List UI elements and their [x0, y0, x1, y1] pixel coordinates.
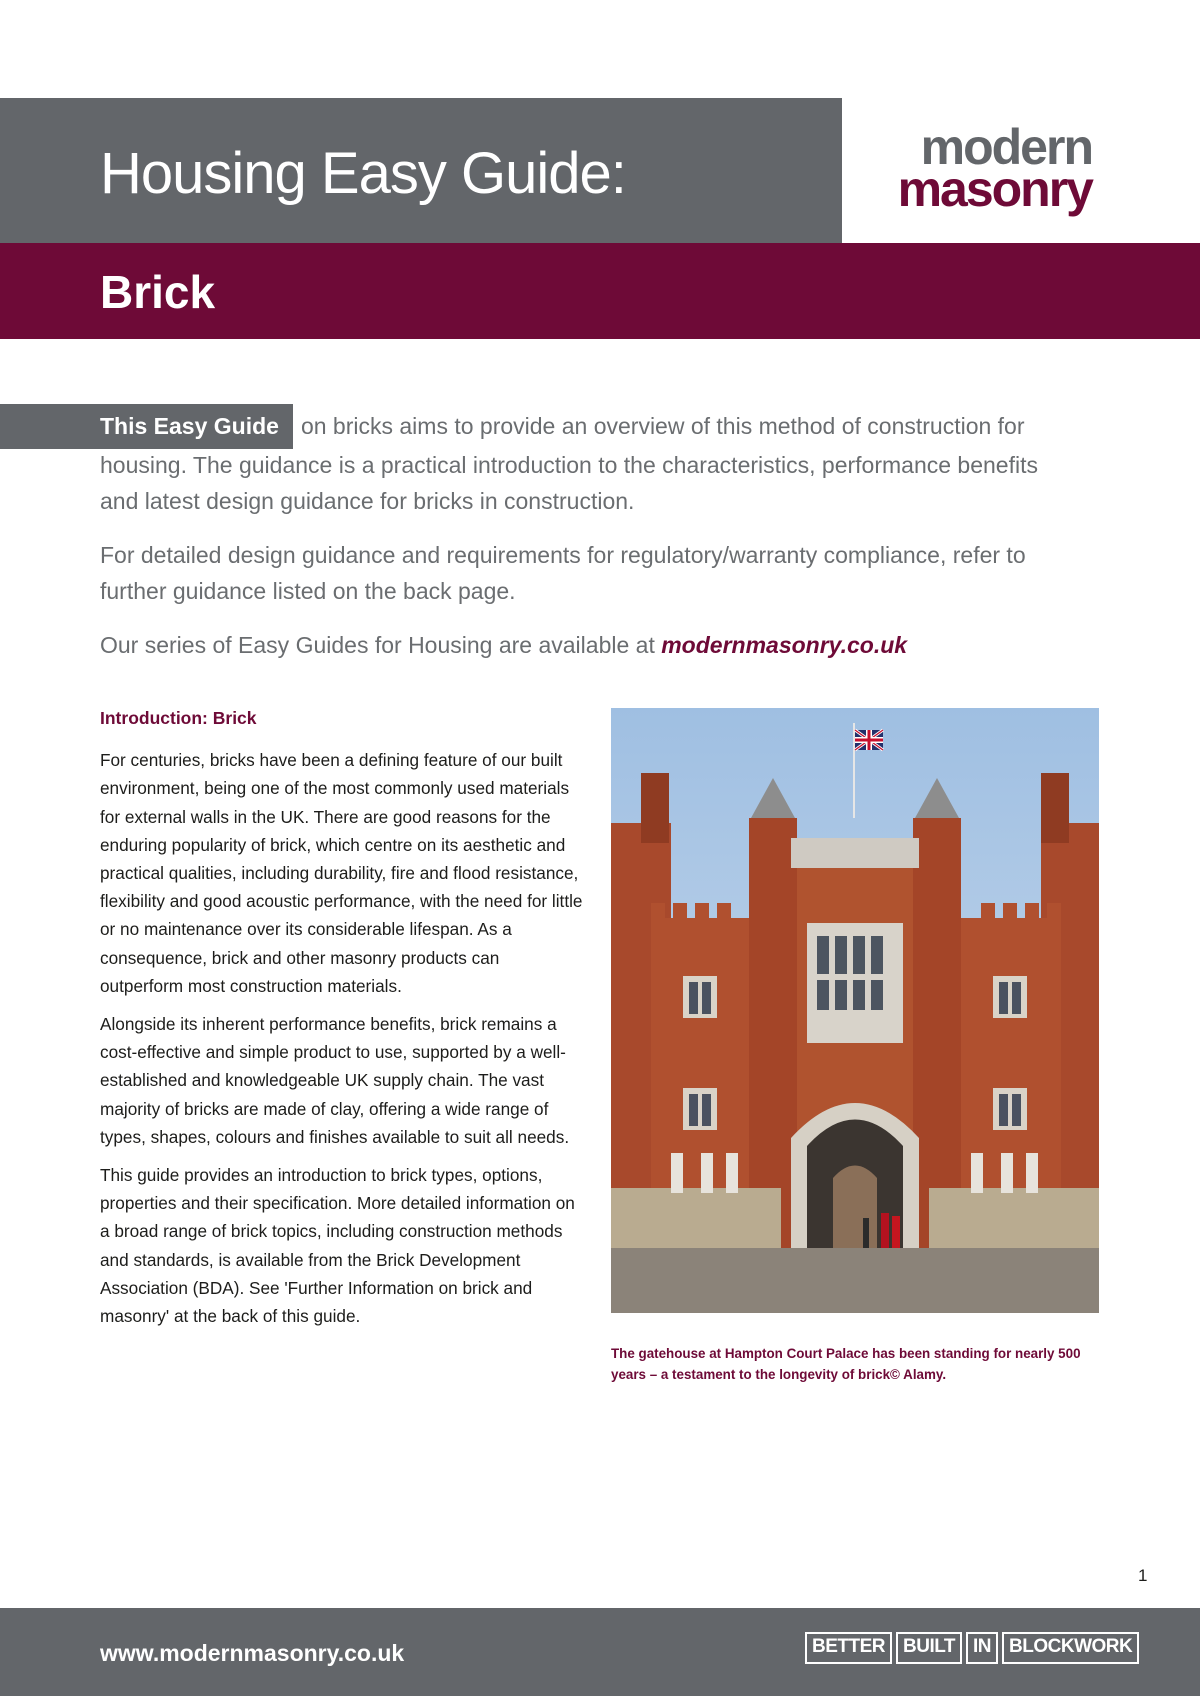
- article-paragraph-1: For centuries, bricks have been a defining feature of our built environment, being one of the most commonly used materials for external walls in the UK. There are good reasons for the enduring popularity of brick, which centre on its aesthetic and practical qualities, including durability, fire and flood resistance, flexibility and good acoustic performance, with the need for little or no maintenance over its considerable lifespan. As a consequence, brick and other masonry products can outperform most construction materials.: [100, 750, 583, 996]
- better-built-in-blockwork-badge: [805, 1632, 1139, 1664]
- intro-lead-text: This Easy Guide: [100, 413, 279, 439]
- modern-masonry-logo: [866, 119, 1096, 226]
- intro-paragraph-3-text: Our series of Easy Guides for Housing are available at: [100, 632, 655, 658]
- footer-band: [0, 1608, 1200, 1696]
- intro-paragraph-3: [100, 627, 1080, 663]
- page-number: 1: [1138, 1566, 1148, 1585]
- article-heading: Introduction: Brick: [100, 708, 257, 728]
- logo-line-modern: modern: [920, 119, 1092, 175]
- logo-line-masonry: masonry: [897, 161, 1092, 217]
- intro-paragraph-1-text: on bricks aims to provide an overview of this method of construction for housing. The guidance is a practical introduction to the characteristics, performance benefits and latest design guidance for bricks in construction.: [100, 413, 1038, 514]
- subtitle-band: [0, 243, 1200, 339]
- footer-url[interactable]: www.modernmasonry.co.uk: [100, 1640, 405, 1666]
- gatehouse-photo: [611, 708, 1099, 1313]
- badge-word-better: BETTER: [805, 1632, 892, 1664]
- article-column: [100, 704, 585, 1340]
- gatehouse-illustration: [611, 708, 1099, 1313]
- intro-paragraph-1: [100, 405, 1080, 519]
- intro-paragraph-2: For detailed design guidance and requirements for regulatory/warranty compliance, refer to further guidance listed on the back page.: [100, 542, 1026, 604]
- badge-word-blockwork: BLOCKWORK: [1002, 1632, 1139, 1664]
- badge-word-built: BUILT: [896, 1632, 962, 1664]
- title-band: [0, 98, 842, 243]
- page-subtitle: Brick: [100, 266, 216, 318]
- badge-word-in: IN: [966, 1632, 998, 1664]
- page-title: Housing Easy Guide:: [100, 141, 626, 206]
- website-link[interactable]: modernmasonry.co.uk: [661, 632, 908, 658]
- photo-caption: The gatehouse at Hampton Court Palace has been standing for nearly 500 years – a testament to the longevity of brick© Alamy.: [611, 1346, 1081, 1382]
- article-paragraph-2: Alongside its inherent performance benefits, brick remains a cost-effective and simple product to use, supported by a well-established and knowledgeable UK supply chain. The vast majority of bricks are made of clay, offering a wide range of types, shapes, colours and finishes available to suit all needs.: [100, 1014, 570, 1147]
- intro-lead-badge: [100, 405, 293, 447]
- article-paragraph-3: This guide provides an introduction to brick types, options, properties and their specification. More detailed information on a broad range of brick topics, including construction methods and standards, is available from the Brick Development Association (BDA). See 'Further Information on brick and masonry' at the back of this guide.: [100, 1165, 575, 1327]
- intro-section: [100, 405, 1080, 681]
